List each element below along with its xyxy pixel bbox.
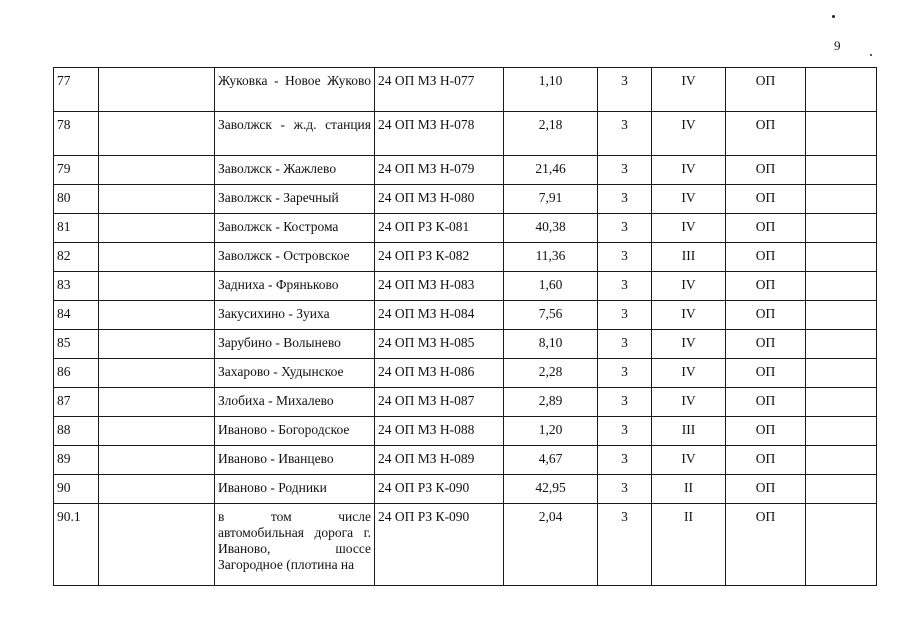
road-length: 1,60 [504,272,598,301]
scan-speck [870,54,872,56]
road-name: Задниха - Фряньково [215,272,375,301]
lanes-count: 3 [598,417,652,446]
blank-cell [99,359,215,388]
row-number: 90 [54,475,99,504]
lanes-count: 3 [598,272,652,301]
table-row [54,68,877,112]
road-category: IV [652,214,726,243]
road-category: IV [652,446,726,475]
road-significance: ОП [726,68,806,112]
lanes-count: 3 [598,475,652,504]
road-name: в том числе автомобильная дорога г. Иваново, шоссе Загородное (плотина на [215,504,375,586]
lanes-count: 3 [598,185,652,214]
table-row [54,504,877,586]
road-category: III [652,243,726,272]
blank-cell [806,388,877,417]
table-row [54,185,877,214]
road-length: 8,10 [504,330,598,359]
blank-cell [99,417,215,446]
blank-cell [99,156,215,185]
page-number: 9 [834,38,841,53]
road-code: 24 ОП МЗ Н-077 [375,68,504,112]
blank-cell [806,359,877,388]
blank-cell [99,272,215,301]
roads-table [53,67,877,586]
road-code: 24 ОП МЗ Н-083 [375,272,504,301]
lanes-count: 3 [598,359,652,388]
lanes-count: 3 [598,112,652,156]
road-significance: ОП [726,214,806,243]
road-significance: ОП [726,446,806,475]
road-name: Закусихино - Зуиха [215,301,375,330]
row-number: 85 [54,330,99,359]
row-number: 81 [54,214,99,243]
road-code: 24 ОП РЗ К-090 [375,504,504,586]
blank-cell [99,330,215,359]
row-number: 90.1 [54,504,99,586]
table-row [54,388,877,417]
road-name: Захарово - Худынское [215,359,375,388]
road-length: 2,18 [504,112,598,156]
road-length: 2,28 [504,359,598,388]
blank-cell [806,68,877,112]
road-category: II [652,504,726,586]
blank-cell [99,243,215,272]
road-category: IV [652,301,726,330]
blank-cell [99,68,215,112]
row-number: 88 [54,417,99,446]
blank-cell [806,112,877,156]
lanes-count: 3 [598,243,652,272]
road-name: Заволжск - Заречный [215,185,375,214]
blank-cell [806,185,877,214]
road-significance: ОП [726,301,806,330]
road-name: Иваново - Иванцево [215,446,375,475]
table-row [54,112,877,156]
road-code: 24 ОП МЗ Н-079 [375,156,504,185]
lanes-count: 3 [598,388,652,417]
road-name: Злобиха - Михалево [215,388,375,417]
road-length: 11,36 [504,243,598,272]
blank-cell [99,301,215,330]
road-significance: ОП [726,272,806,301]
road-name: Иваново - Богородское [215,417,375,446]
blank-cell [99,185,215,214]
road-name: Заволжск - Кострома [215,214,375,243]
road-length: 42,95 [504,475,598,504]
blank-cell [99,214,215,243]
road-category: IV [652,388,726,417]
road-category: IV [652,156,726,185]
road-significance: ОП [726,504,806,586]
road-category: IV [652,112,726,156]
lanes-count: 3 [598,301,652,330]
road-code: 24 ОП МЗ Н-078 [375,112,504,156]
road-category: IV [652,330,726,359]
road-length: 4,67 [504,446,598,475]
road-code: 24 ОП МЗ Н-089 [375,446,504,475]
table-row [54,301,877,330]
road-code: 24 ОП МЗ Н-086 [375,359,504,388]
blank-cell [806,214,877,243]
lanes-count: 3 [598,214,652,243]
road-category: IV [652,359,726,388]
lanes-count: 3 [598,446,652,475]
road-category: III [652,417,726,446]
road-length: 21,46 [504,156,598,185]
road-length: 7,91 [504,185,598,214]
road-name: Заволжск - ж.д. станция [215,112,375,156]
blank-cell [806,156,877,185]
road-category: II [652,475,726,504]
road-category: IV [652,272,726,301]
road-significance: ОП [726,330,806,359]
table-body [54,68,877,586]
road-code: 24 ОП РЗ К-082 [375,243,504,272]
table-row [54,475,877,504]
road-significance: ОП [726,359,806,388]
road-significance: ОП [726,475,806,504]
row-number: 84 [54,301,99,330]
row-number: 78 [54,112,99,156]
row-number: 82 [54,243,99,272]
road-category: IV [652,68,726,112]
row-number: 89 [54,446,99,475]
blank-cell [806,301,877,330]
blank-cell [99,446,215,475]
table-row [54,359,877,388]
table-row [54,330,877,359]
road-name: Заволжск - Островское [215,243,375,272]
table-row [54,446,877,475]
road-code: 24 ОП МЗ Н-085 [375,330,504,359]
row-number: 83 [54,272,99,301]
road-length: 2,04 [504,504,598,586]
road-code: 24 ОП МЗ Н-087 [375,388,504,417]
lanes-count: 3 [598,156,652,185]
road-significance: ОП [726,156,806,185]
road-significance: ОП [726,243,806,272]
row-number: 87 [54,388,99,417]
road-name: Зарубино - Волынево [215,330,375,359]
road-name: Иваново - Родники [215,475,375,504]
road-name: Заволжск - Жажлево [215,156,375,185]
row-number: 79 [54,156,99,185]
blank-cell [806,504,877,586]
road-code: 24 ОП МЗ Н-084 [375,301,504,330]
table-row [54,417,877,446]
row-number: 86 [54,359,99,388]
row-number: 77 [54,68,99,112]
blank-cell [806,475,877,504]
table-row [54,243,877,272]
lanes-count: 3 [598,68,652,112]
blank-cell [99,112,215,156]
scan-speck [832,15,835,18]
road-significance: ОП [726,185,806,214]
road-category: IV [652,185,726,214]
blank-cell [806,417,877,446]
road-length: 1,20 [504,417,598,446]
road-length: 40,38 [504,214,598,243]
road-code: 24 ОП МЗ Н-088 [375,417,504,446]
road-length: 7,56 [504,301,598,330]
blank-cell [806,243,877,272]
road-significance: ОП [726,417,806,446]
blank-cell [99,388,215,417]
lanes-count: 3 [598,330,652,359]
road-significance: ОП [726,112,806,156]
road-length: 1,10 [504,68,598,112]
blank-cell [806,272,877,301]
road-length: 2,89 [504,388,598,417]
table-row [54,272,877,301]
road-code: 24 ОП РЗ К-090 [375,475,504,504]
table-row [54,214,877,243]
lanes-count: 3 [598,504,652,586]
road-significance: ОП [726,388,806,417]
blank-cell [806,446,877,475]
road-code: 24 ОП РЗ К-081 [375,214,504,243]
road-name: Жуковка - Новое Жуково [215,68,375,112]
road-code: 24 ОП МЗ Н-080 [375,185,504,214]
blank-cell [99,475,215,504]
blank-cell [806,330,877,359]
row-number: 80 [54,185,99,214]
table-row [54,156,877,185]
blank-cell [99,504,215,586]
